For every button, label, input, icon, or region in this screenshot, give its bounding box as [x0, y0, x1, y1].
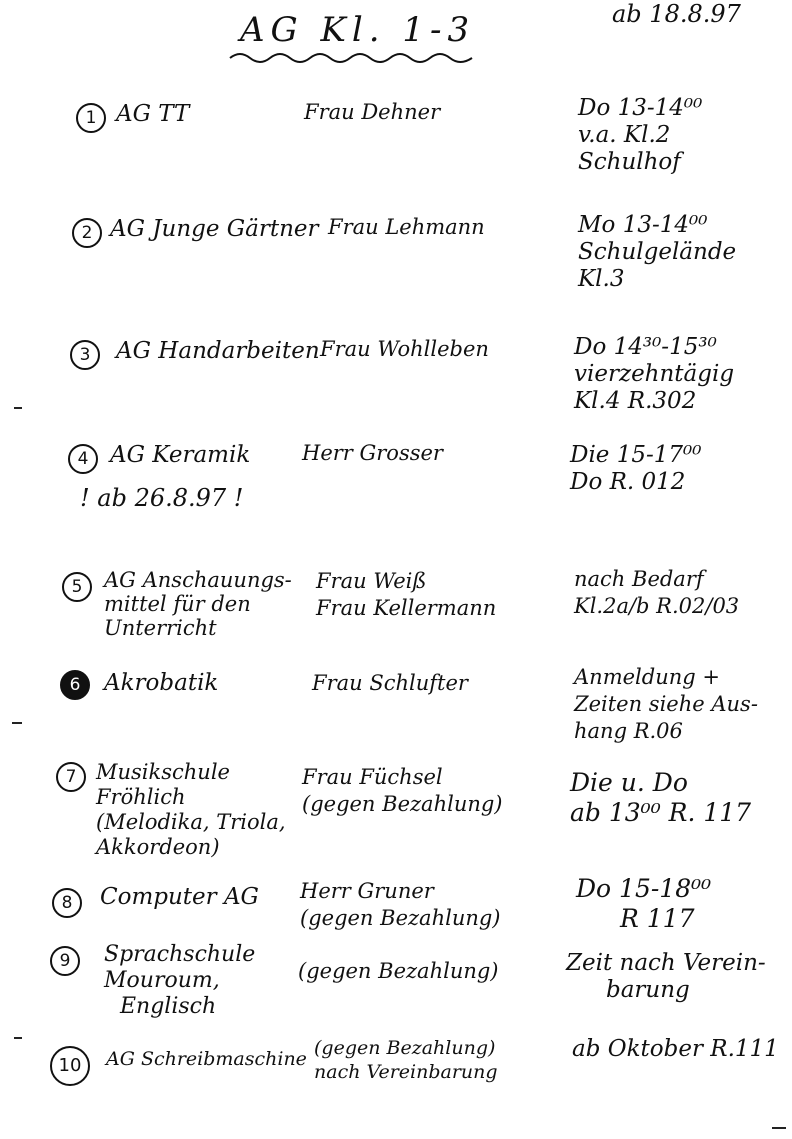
ag-teacher: (gegen Bezahlung) nach Vereinbarung [314, 1037, 498, 1083]
entry-number: 4 [68, 444, 98, 474]
ag-name: AG TT [116, 101, 190, 127]
ag-teacher: Frau Füchsel (gegen Bezahlung) [302, 765, 503, 816]
ag-schedule: Do 13-14⁰⁰ v.a. Kl.2 Schulhof [578, 95, 703, 175]
start-date: ab 18.8.97 [612, 0, 741, 28]
ag-name: Musikschule Fröhlich (Melodika, Triola, Akkordeon) [96, 760, 286, 859]
ag-schedule: Die 15-17⁰⁰ Do R. 012 [570, 442, 702, 495]
ag-name: AG Handarbeiten [116, 338, 320, 364]
ag-teacher: Frau Schlufter [312, 671, 468, 695]
entry-number: 7 [56, 762, 86, 792]
entry-number: 3 [70, 340, 100, 370]
entry-number: 9 [50, 946, 80, 976]
ag-teacher: Frau Weiß Frau Kellermann [316, 569, 497, 620]
entry-number: 8 [52, 888, 82, 918]
start-date-note: ! ab 26.8.97 ! [80, 484, 244, 512]
ag-schedule: nach Bedarf Kl.2a/b R.02/03 [574, 567, 740, 618]
ag-name: AG Junge Gärtner [110, 216, 319, 242]
ag-name: AG Schreibmaschine [106, 1048, 307, 1070]
title-underline-wave [228, 50, 478, 66]
ag-name: Sprachschule Mouroum, Englisch [104, 942, 256, 1019]
entry-number: 10 [50, 1046, 90, 1086]
ag-schedule: Do 15-18⁰⁰ R 117 [576, 874, 712, 933]
ag-name: AG Anschauungs- mittel für den Unterricht [104, 568, 292, 640]
ag-schedule: ab Oktober R.111 [572, 1036, 779, 1062]
entry-number: 5 [62, 572, 92, 602]
ag-teacher: (gegen Bezahlung) [298, 959, 499, 983]
ag-teacher: Frau Wohlleben [320, 337, 489, 361]
ag-name: Computer AG [100, 884, 259, 910]
ag-teacher: Herr Gruner (gegen Bezahlung) [300, 879, 501, 930]
ag-teacher: Frau Dehner [304, 100, 441, 124]
ag-teacher: Herr Grosser [302, 441, 443, 465]
ag-schedule: Mo 13-14⁰⁰ Schulgelände Kl.3 [578, 212, 737, 292]
ag-schedule: Anmeldung + Zeiten siehe Aus- hang R.06 [574, 665, 758, 743]
entry-number: 6 [60, 670, 90, 700]
ag-schedule: Die u. Do ab 13⁰⁰ R. 117 [570, 768, 752, 827]
entry-number: 1 [76, 103, 106, 133]
ag-name: AG Keramik [110, 442, 251, 468]
ag-schedule: Do 14³⁰-15³⁰ vierzehntägig Kl.4 R.302 [574, 334, 735, 414]
ag-name: Akrobatik [104, 670, 219, 696]
ag-schedule: Zeit nach Verein- barung [566, 950, 766, 1003]
entry-number: 2 [72, 218, 102, 248]
ag-teacher: Frau Lehmann [328, 215, 485, 239]
page-title: AG Kl. 1-3 [240, 10, 476, 50]
